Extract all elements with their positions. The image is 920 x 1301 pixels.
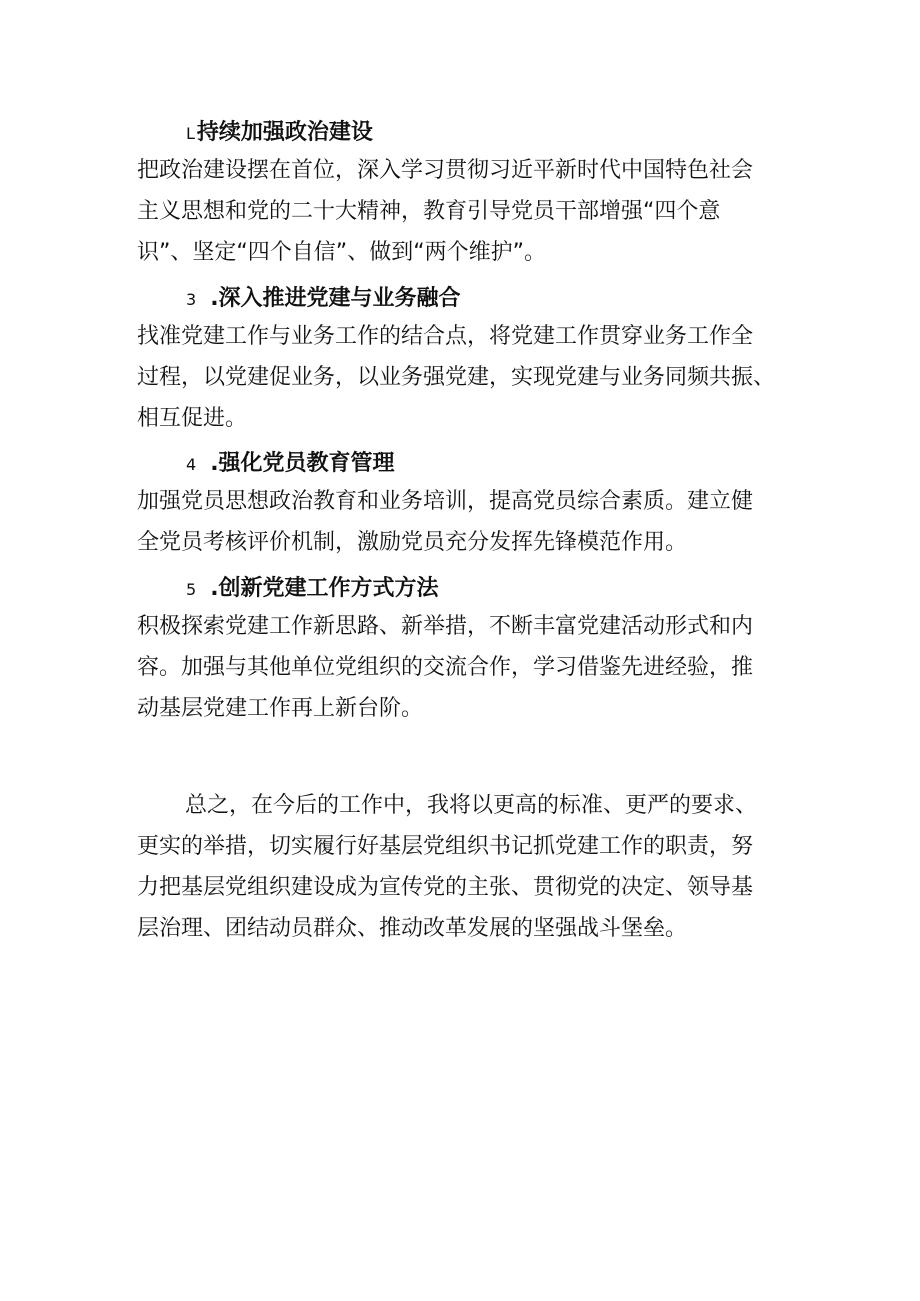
section-heading-3	[186, 284, 461, 315]
paragraph-line: 把政治建设摆在首位，深入学习贯彻习近平新时代中国特色社会	[137, 158, 754, 183]
section-heading-4	[186, 449, 395, 480]
section-title: .深入推进党建与业务融合	[210, 286, 461, 311]
paragraph-line: 主义思想和党的二十大精神，教育引导党员干部增强“四个意	[137, 199, 721, 224]
paragraph-line: 更实的举措，切实履行好基层党组织书记抓党建工作的职责，努	[137, 834, 754, 859]
section-title: .强化党员教育管理	[210, 451, 395, 476]
paragraph-line: 全党员考核评价机制，激励党员充分发挥先锋模范作用。	[137, 530, 688, 555]
paragraph-line: 容。加强与其他单位党组织的交流合作，学习借鉴先进经验，推	[137, 655, 754, 680]
paragraph-line: 层治理、团结动员群众、推动改革发展的坚强战斗堡垒。	[137, 916, 688, 941]
paragraph-line: 加强党员思想政治教育和业务培训，提高党员综合素质。建立健	[137, 489, 754, 514]
paragraph-line: 积极探索党建工作新思路、新举措，不断丰富党建活动形式和内	[137, 614, 754, 639]
paragraph-line: 找准党建工作与业务工作的结合点，将党建工作贯穿业务工作全	[137, 324, 754, 349]
paragraph-line: 动基层党建工作再上新台阶。	[137, 696, 424, 721]
section-paragraph-1	[137, 150, 797, 273]
section-heading-5	[186, 574, 439, 605]
section-number: 3	[186, 290, 197, 309]
section-number: L	[186, 124, 195, 143]
section-heading-1	[186, 118, 373, 149]
paragraph-line: 力把基层党组织建设成为宣传党的主张、贯彻党的决定、领导基	[137, 875, 754, 900]
paragraph-line: 过程，以党建促业务，以业务强党建，实现党建与业务同频共振、	[137, 365, 776, 390]
section-title: 持续加强政治建设	[196, 120, 373, 145]
conclusion-paragraph	[137, 785, 797, 949]
section-paragraph-3	[137, 316, 797, 439]
paragraph-line: 识”、坚定“四个自信”、做到“两个维护”。	[137, 240, 546, 265]
section-number: 5	[186, 580, 197, 599]
section-title: .创新党建工作方式方法	[210, 576, 439, 601]
section-paragraph-5	[137, 606, 797, 729]
paragraph-line: 相互促进。	[137, 406, 248, 431]
section-number: 4	[186, 455, 197, 474]
paragraph-line: 总之，在今后的工作中，我将以更高的标准、更严的要求、	[185, 793, 758, 818]
section-paragraph-4	[137, 481, 797, 563]
